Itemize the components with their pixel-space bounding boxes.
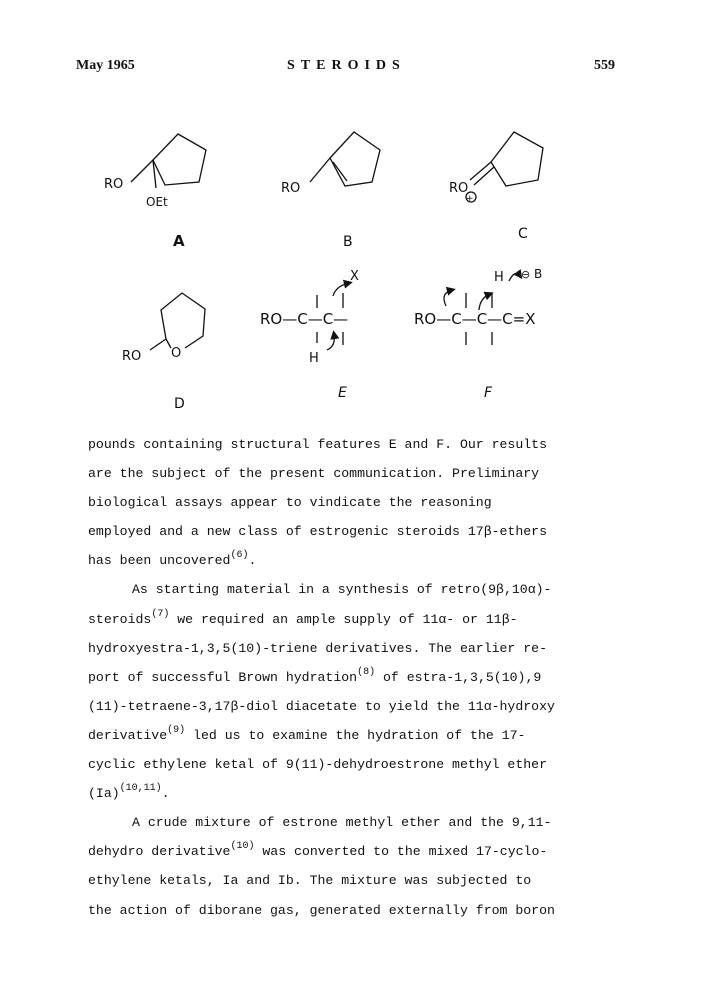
structure-e-formula: RO—C—C— bbox=[260, 310, 349, 328]
text-line bbox=[88, 546, 648, 575]
structure-b-ro: RO bbox=[281, 181, 301, 196]
structure-a-oet: OEt bbox=[146, 195, 168, 209]
text-line: hydroxyestra-1,3,5(10)-triene derivatives. The earlier re- bbox=[88, 640, 547, 656]
reference-marker: (10) bbox=[230, 841, 255, 853]
reference-marker: (7) bbox=[151, 608, 170, 620]
text-line: biological assays appear to vindicate the reasoning bbox=[88, 495, 492, 511]
text-line bbox=[88, 721, 648, 750]
text-line: employed and a new class of estrogenic steroids 17β-ethers bbox=[88, 524, 547, 540]
text-run: has been uncovered bbox=[88, 553, 231, 569]
text-run: was converted to the mixed 17-cyclo- bbox=[254, 844, 548, 860]
text-line bbox=[88, 837, 648, 866]
structure-a-ro: RO bbox=[104, 177, 124, 192]
reference-marker: (10,11) bbox=[119, 783, 162, 795]
structure-e-leaving-group: X bbox=[350, 269, 359, 284]
structure-f-label: F bbox=[484, 385, 493, 401]
structure-e-hydrogen: H bbox=[309, 351, 319, 366]
header-page-number: 559 bbox=[594, 58, 615, 73]
text-line: ethylene ketals, Ia and Ib. The mixture was subjected to bbox=[88, 873, 532, 889]
text-line: A crude mixture of estrone methyl ether and the 9,11- bbox=[132, 815, 552, 831]
text-line bbox=[88, 663, 648, 692]
reference-marker: (9) bbox=[167, 724, 186, 736]
text-line: are the subject of the present communication. Preliminary bbox=[88, 466, 540, 482]
header-date: May 1965 bbox=[76, 58, 135, 73]
text-line bbox=[88, 779, 648, 808]
reference-marker: (8) bbox=[357, 666, 376, 678]
text-run: of estra-1,3,5(10),9 bbox=[375, 669, 542, 685]
structure-b-label: B bbox=[343, 234, 353, 250]
body-text bbox=[88, 430, 648, 925]
text-run: derivative bbox=[88, 727, 168, 743]
structure-figures bbox=[0, 0, 701, 430]
text-run: led us to examine the hydration of the 17- bbox=[185, 727, 526, 743]
text-run: (Ia) bbox=[88, 786, 120, 802]
structure-d-label: D bbox=[174, 396, 185, 412]
structure-a bbox=[131, 134, 206, 188]
structure-f-formula: RO—C—C—C=X bbox=[414, 310, 536, 328]
text-run: . bbox=[248, 553, 257, 569]
text-run: . bbox=[161, 786, 170, 802]
structure-f-base-charge: ⊖ bbox=[521, 268, 531, 281]
structure-c-charge: + bbox=[466, 194, 474, 204]
text-line: pounds containing structural features E and F. Our results bbox=[88, 437, 547, 452]
text-line: (11)-tetraene-3,17β-diol diacetate to yield the 11α-hydroxy bbox=[88, 698, 555, 714]
text-line: the action of diborane gas, generated externally from boron bbox=[88, 902, 555, 918]
structure-f-base-h: H bbox=[494, 270, 504, 285]
text-run: steroids bbox=[88, 611, 152, 627]
text-run: we required an ample supply of 11α- or 11β- bbox=[169, 611, 518, 627]
structure-a-label: A bbox=[173, 232, 185, 250]
text-line: As starting material in a synthesis of retro(9β,10α)- bbox=[132, 582, 552, 598]
text-run: dehydro derivative bbox=[88, 844, 231, 860]
header-journal-title: STEROIDS bbox=[287, 58, 406, 73]
structure-b bbox=[310, 132, 380, 186]
structure-d-ro: RO bbox=[122, 349, 142, 364]
structure-d-ring-o: O bbox=[171, 346, 182, 361]
reference-marker: (6) bbox=[230, 550, 249, 562]
structure-f-base-b: B bbox=[534, 267, 543, 281]
structure-d bbox=[150, 293, 205, 350]
structure-e-label: E bbox=[338, 385, 347, 401]
structure-c bbox=[466, 132, 543, 202]
structure-c-label: C bbox=[518, 226, 528, 242]
structure-c-ro: RO bbox=[449, 181, 469, 196]
text-line bbox=[88, 605, 648, 634]
text-line: cyclic ethylene ketal of 9(11)-dehydroestrone methyl ether bbox=[88, 757, 547, 773]
text-run: port of successful Brown hydration bbox=[88, 669, 358, 685]
